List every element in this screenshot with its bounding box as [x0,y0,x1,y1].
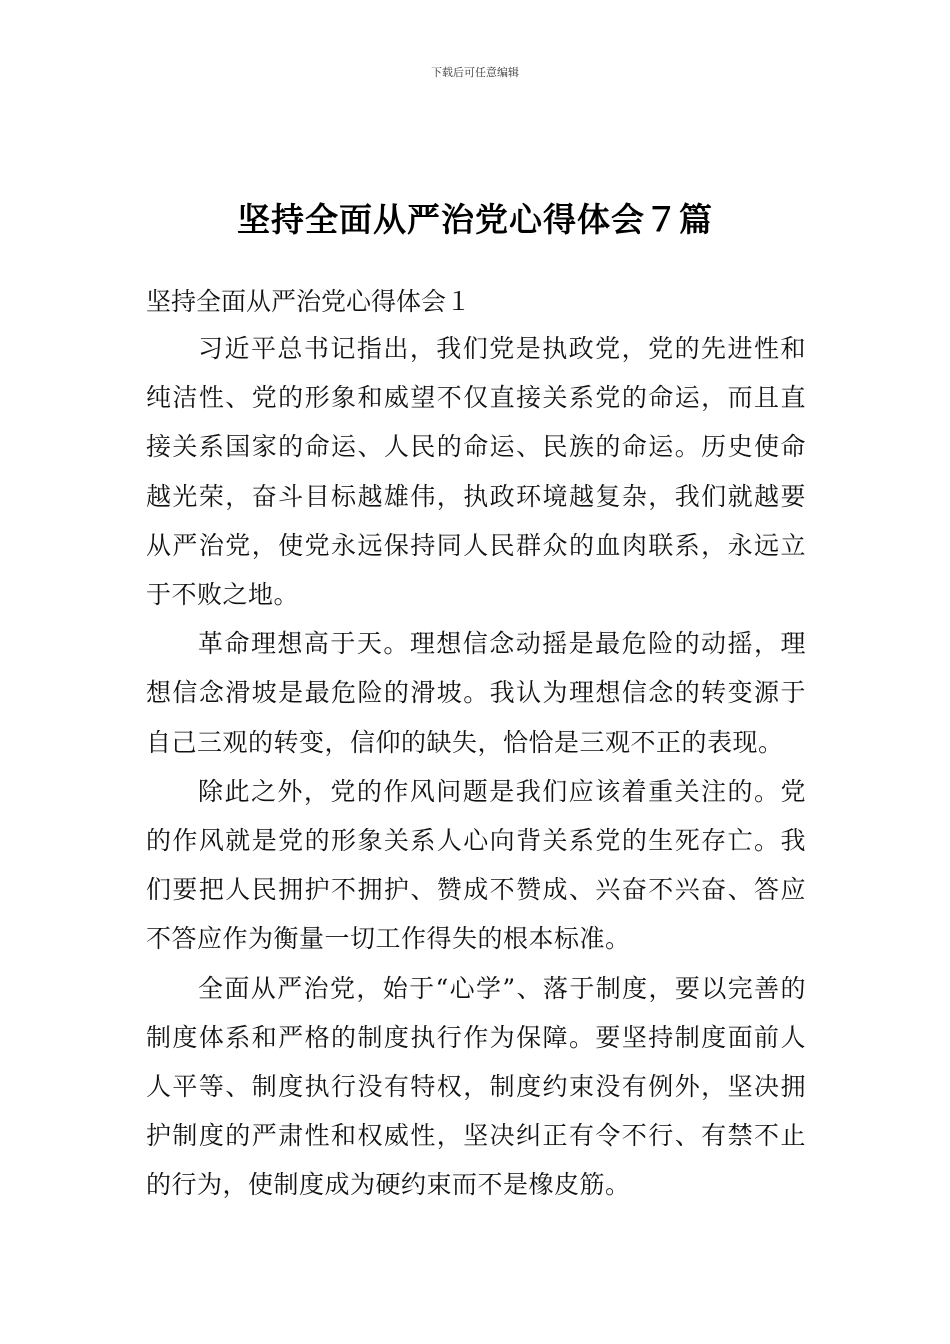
section-title: 坚持全面从严治党心得体会１ [146,287,472,316]
paragraph-4: 全面从严治党，始于“心学”、落于制度，要以完善的制度体系和严格的制度执行作为保障。要坚持制度面前人人平等、制度执行没有特权，制度约束没有例外，坚决拥护制度的严肃性和权威性，坚决纠正有令不行、有禁不止的行为，使制度成为硬约束而不是橡皮筋。 [146,973,806,1200]
paragraph-3: 除此之外，党的作风问题是我们应该着重关注的。党的作风就是党的形象关系人心向背关系党的生死存亡。我们要把人民拥护不拥护、赞成不赞成、兴奋不兴奋、答应不答应作为衡量一切工作得失的根本标准。 [146,776,806,954]
paragraph-1: 习近平总书记指出，我们党是执政党，党的先进性和纯洁性、党的形象和威望不仅直接关系党的命运，而且直接关系国家的命运、人民的命运、民族的命运。历史使命越光荣，奋斗目标越雄伟，执政环境越复杂，我们就越要从严治党，使党永远保持同人民群众的血肉联系，永远立于不败之地。 [146,334,806,610]
paragraph-2: 革命理想高于天。理想信念动摇是最危险的动摇，理想信念滑坡是最危险的滑坡。我认为理想信念的转变源于自己三观的转变，信仰的缺失，恰恰是三观不正的表现。 [146,629,806,757]
document-title: 坚持全面从严治党心得体会７篇 [237,200,713,240]
document-body [146,279,806,1210]
header-note: 下载后可任意编辑 [431,66,519,79]
